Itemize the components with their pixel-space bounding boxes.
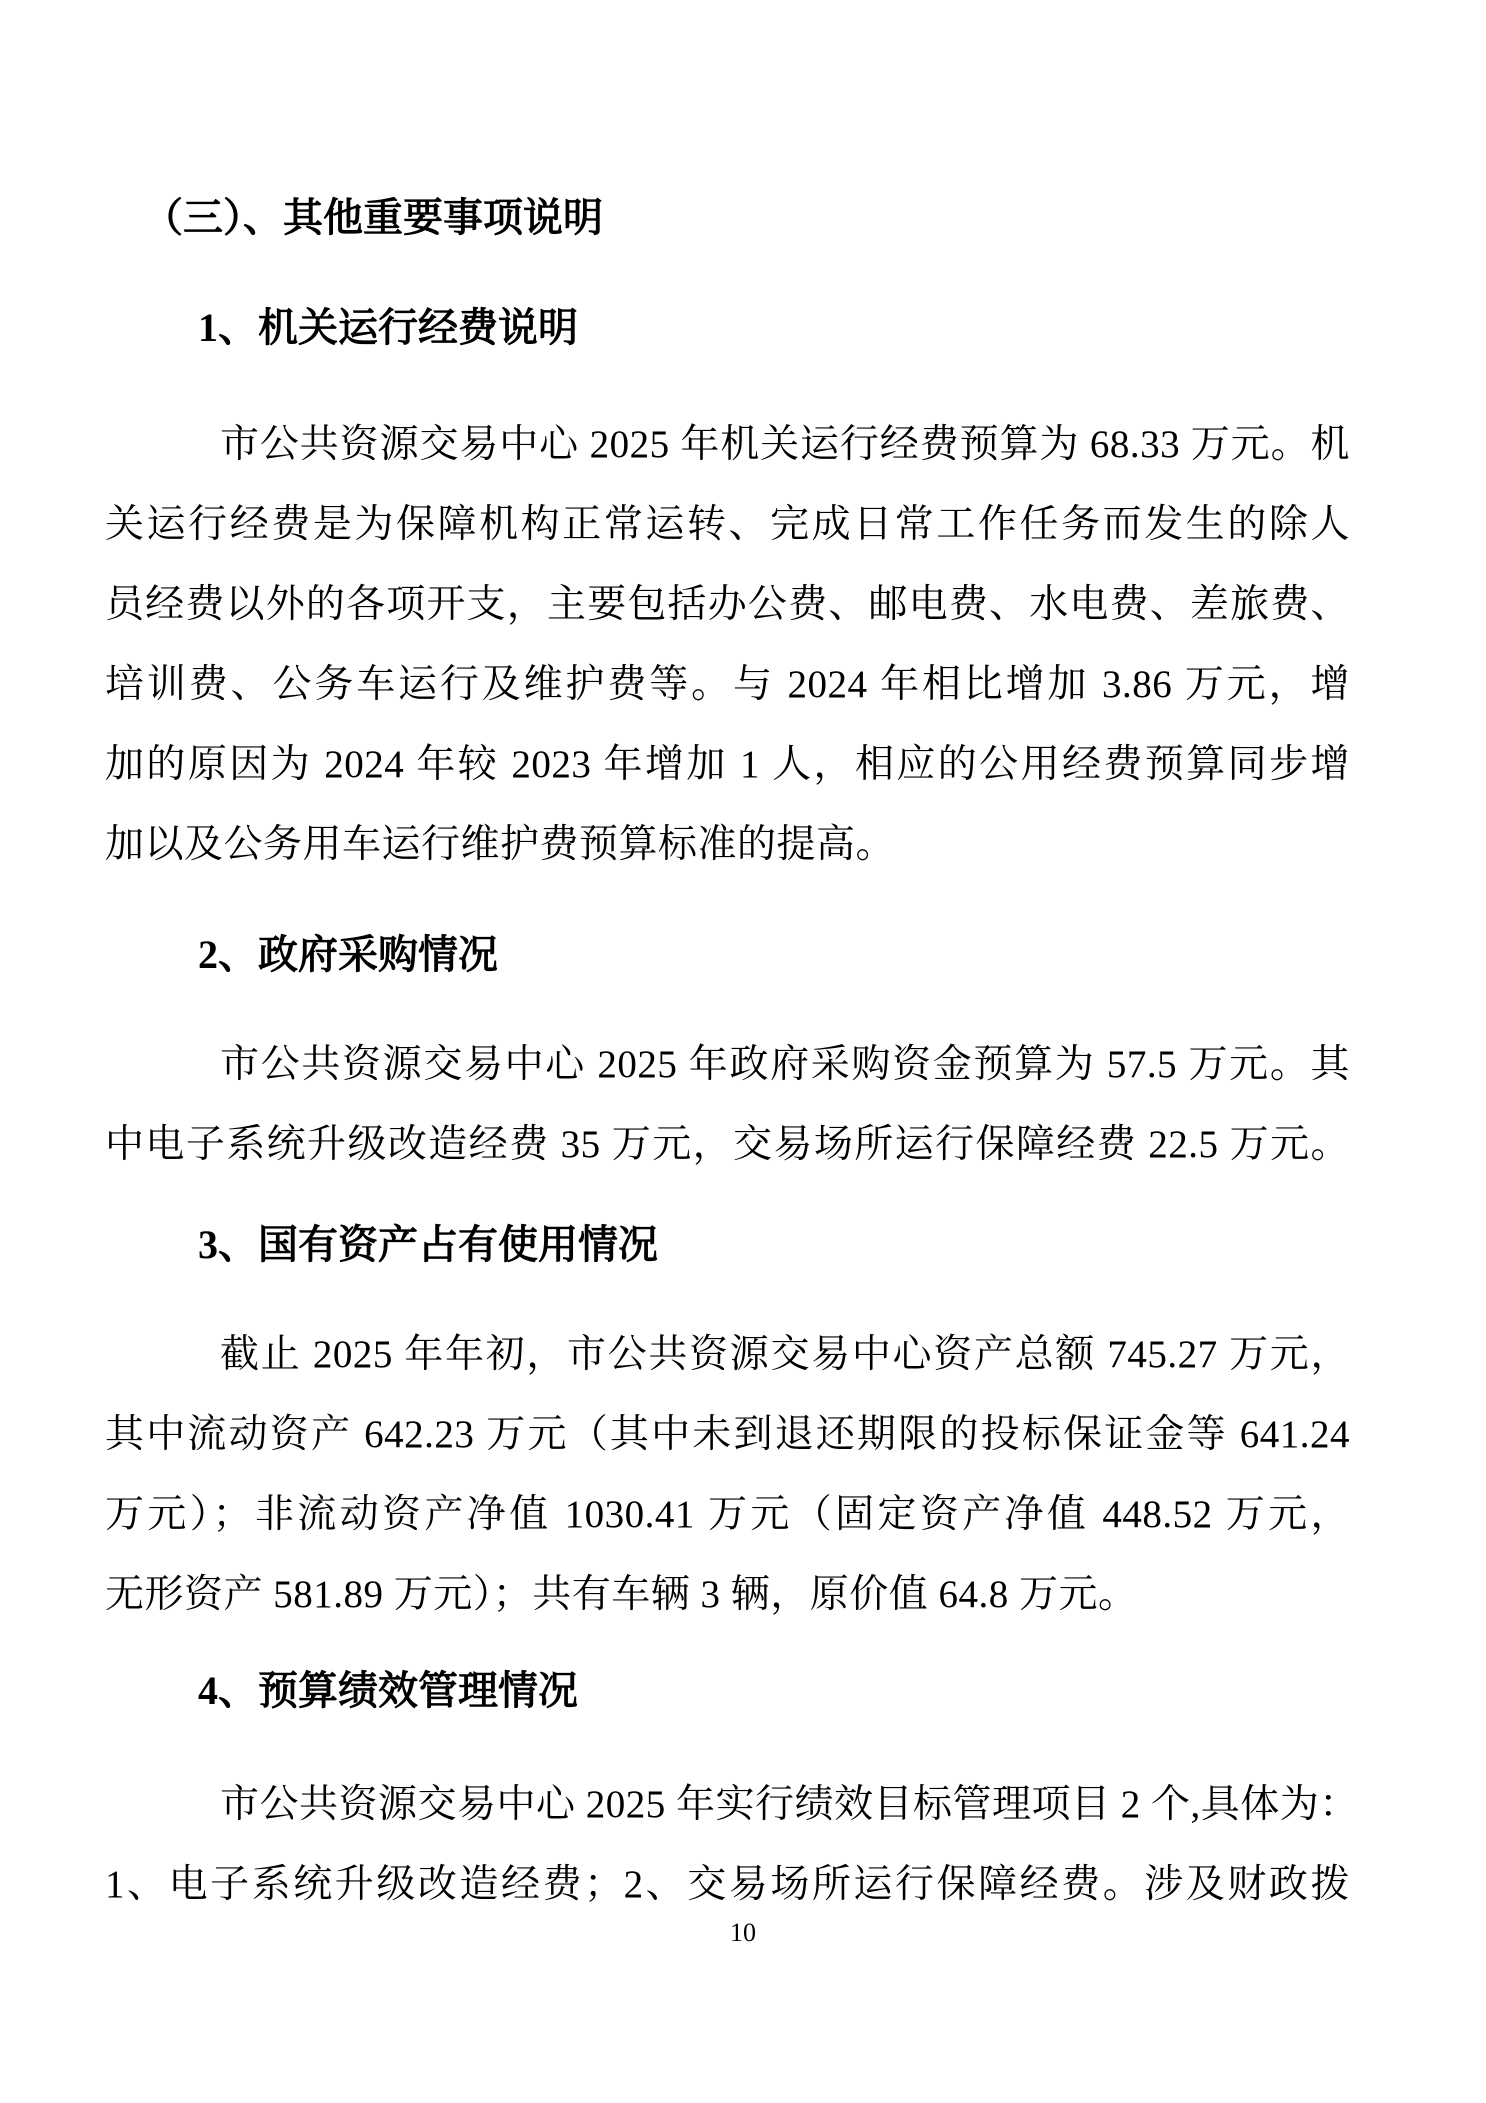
paragraph-2: [105, 1025, 1350, 1185]
paragraph-1: [105, 405, 1350, 885]
body-line: 市公共资源交易中心 2025 年实行绩效目标管理项目 2 个,具体为：: [220, 1783, 1359, 1826]
body-line: 员经费以外的各项开支，主要包括办公费、邮电费、水电费、差旅费、: [105, 583, 1350, 626]
body-line: 截止 2025 年年初，市公共资源交易中心资产总额 745.27 万元，: [220, 1333, 1350, 1376]
body-line: 市公共资源交易中心 2025 年政府采购资金预算为 57.5 万元。其: [220, 1043, 1350, 1086]
page-number: 10: [730, 1918, 756, 1947]
body-line: 加的原因为 2024 年较 2023 年增加 1 人，相应的公用经费预算同步增: [105, 743, 1350, 786]
body-line: 中电子系统升级改造经费 35 万元，交易场所运行保障经费 22.5 万元。: [105, 1123, 1350, 1166]
body-line: 无形资产 581.89 万元）；共有车辆 3 辆，原价值 64.8 万元。: [105, 1573, 1138, 1616]
section-heading-3: 3、国有资产占有使用情况: [198, 1222, 658, 1267]
body-line: 培训费、公务车运行及维护费等。与 2024 年相比增加 3.86 万元，增: [105, 663, 1350, 706]
section-heading-2: 2、政府采购情况: [198, 932, 498, 977]
body-line: 市公共资源交易中心 2025 年机关运行经费预算为 68.33 万元。机: [220, 423, 1350, 466]
section-heading-4: 4、预算绩效管理情况: [198, 1668, 578, 1713]
body-line: 1、电子系统升级改造经费；2、交易场所运行保障经费。涉及财政拨: [105, 1863, 1350, 1906]
paragraph-3: [105, 1315, 1350, 1635]
body-line: 加以及公务用车运行维护费预算标准的提高。: [105, 823, 896, 866]
body-line: 关运行经费是为保障机构正常运转、完成日常工作任务而发生的除人: [105, 503, 1350, 546]
paragraph-4: [105, 1765, 1359, 1925]
body-line: 万元）；非流动资产净值 1030.41 万元（固定资产净值 448.52 万元，: [105, 1493, 1350, 1536]
body-line: 其中流动资产 642.23 万元（其中未到退还期限的投标保证金等 641.24: [105, 1413, 1350, 1456]
document-title: （三）、其他重要事项说明: [143, 195, 603, 240]
section-heading-1: 1、机关运行经费说明: [198, 305, 578, 350]
